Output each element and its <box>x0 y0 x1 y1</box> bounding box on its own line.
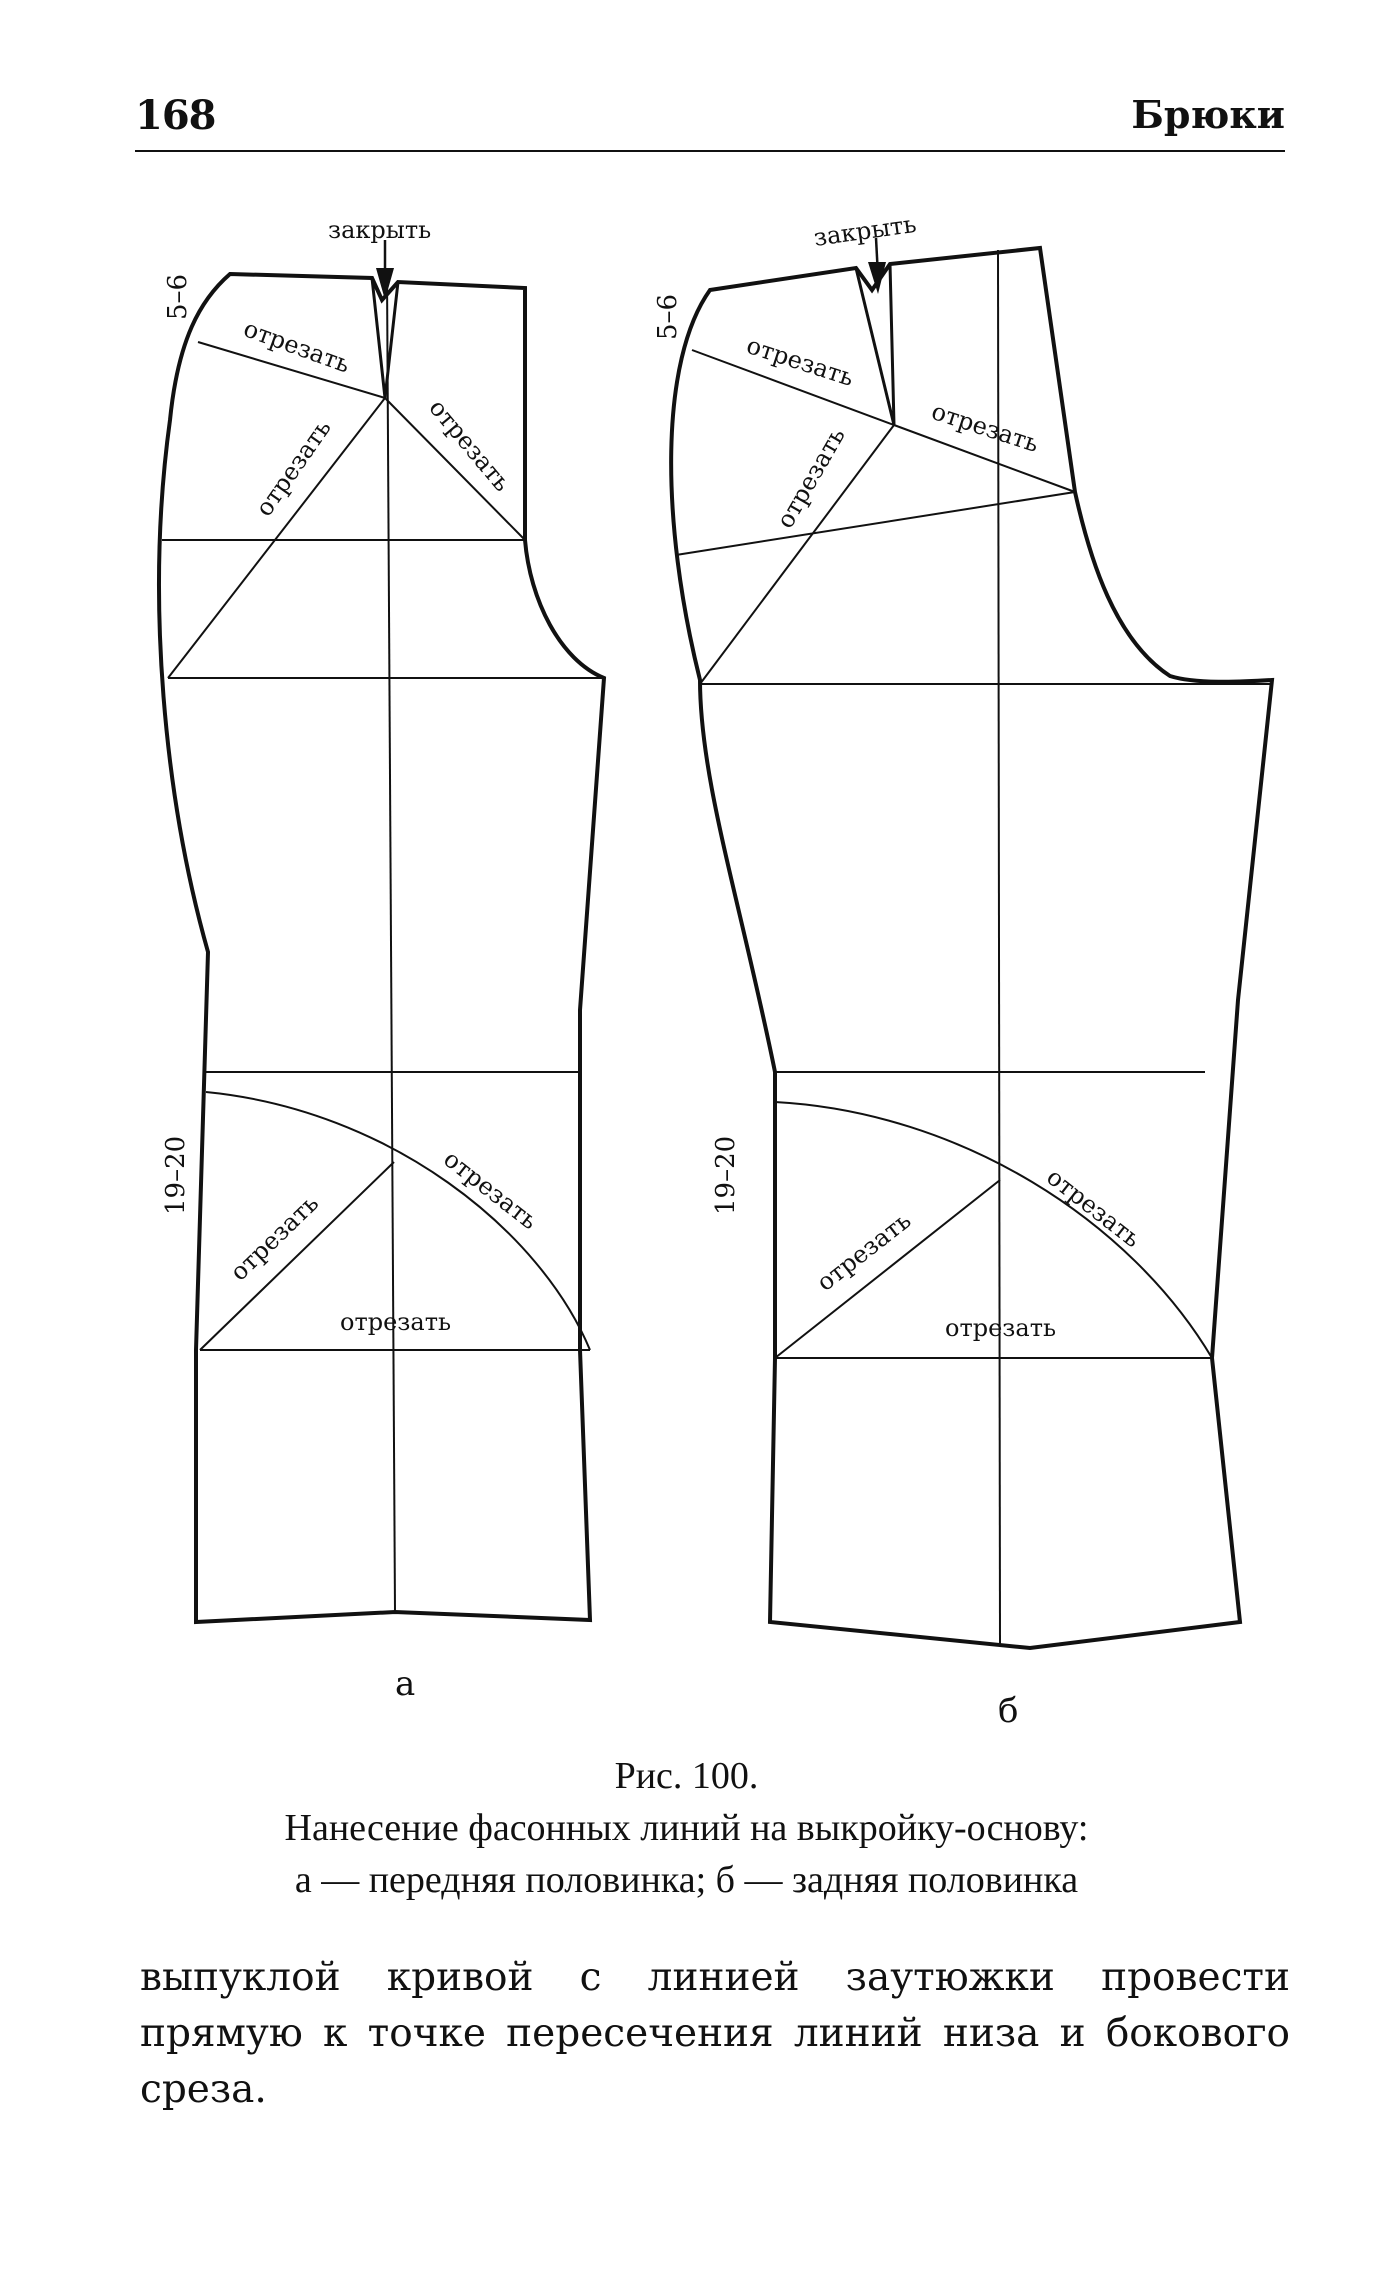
panel-b-cut-label-3: отрезать <box>928 397 1043 459</box>
figure-caption-title: Нанесение фасонных линий на выкройку-основу: <box>284 1807 1089 1849</box>
panel-a-cut-label-4: отрезать <box>224 1189 325 1287</box>
panel-a-cut-label-3: отрезать <box>423 393 517 497</box>
panel-a-cut-line-2 <box>168 398 385 678</box>
panel-b-cut-line-2 <box>700 422 894 684</box>
panel-b <box>671 238 1272 1648</box>
body-line-3: среза. <box>140 2067 267 2112</box>
panel-a-bottom-measure: 19–20 <box>161 1135 191 1215</box>
panel-b-cut-label-6: отрезать <box>945 1314 1057 1342</box>
panel-b-cut-label-5: отрезать <box>1041 1162 1147 1254</box>
panel-b-hip-line <box>676 492 1075 555</box>
panel-b-letter: б <box>998 1691 1019 1731</box>
figure-caption-number: Рис. 100. <box>614 1755 759 1797</box>
page-number: 168 <box>135 92 216 139</box>
body-line-1: выпуклой кривой с линией заутюжки провести <box>140 1955 1290 2000</box>
panel-b-cut-label-4: отрезать <box>811 1206 917 1297</box>
panel-a <box>159 240 604 1622</box>
panel-b-cut-label-2: отрезать <box>770 422 851 533</box>
panel-b-top-measure: 5–6 <box>653 293 683 340</box>
panel-a-outline <box>159 274 604 1622</box>
panel-a-crease-line <box>387 275 395 1612</box>
panel-a-cut-label-1: отрезать <box>239 314 354 379</box>
panel-b-outline <box>671 248 1272 1648</box>
body-line-2: прямую к точке пересечения линий низа и бокового <box>140 2011 1290 2056</box>
body-paragraph <box>140 1950 1290 2118</box>
panel-b-close-label: закрыть <box>811 209 919 252</box>
panel-a-top-measure: 5–6 <box>163 273 193 320</box>
panel-b-crease-line <box>998 250 1000 1645</box>
panel-a-cut-label-5: отрезать <box>438 1144 544 1236</box>
panel-b-bottom-measure: 19–20 <box>711 1135 741 1215</box>
panel-a-cut-label-2: отрезать <box>249 414 337 522</box>
running-title: Брюки <box>1131 92 1285 137</box>
panel-a-letter: а <box>395 1664 416 1704</box>
panel-a-close-label: закрыть <box>328 216 432 244</box>
figure-caption-legend: а — передняя половинка; б — задняя половинка <box>294 1859 1079 1901</box>
panel-b-cut-label-1: отрезать <box>743 331 858 393</box>
panel-a-cut-label-6: отрезать <box>340 1308 452 1336</box>
